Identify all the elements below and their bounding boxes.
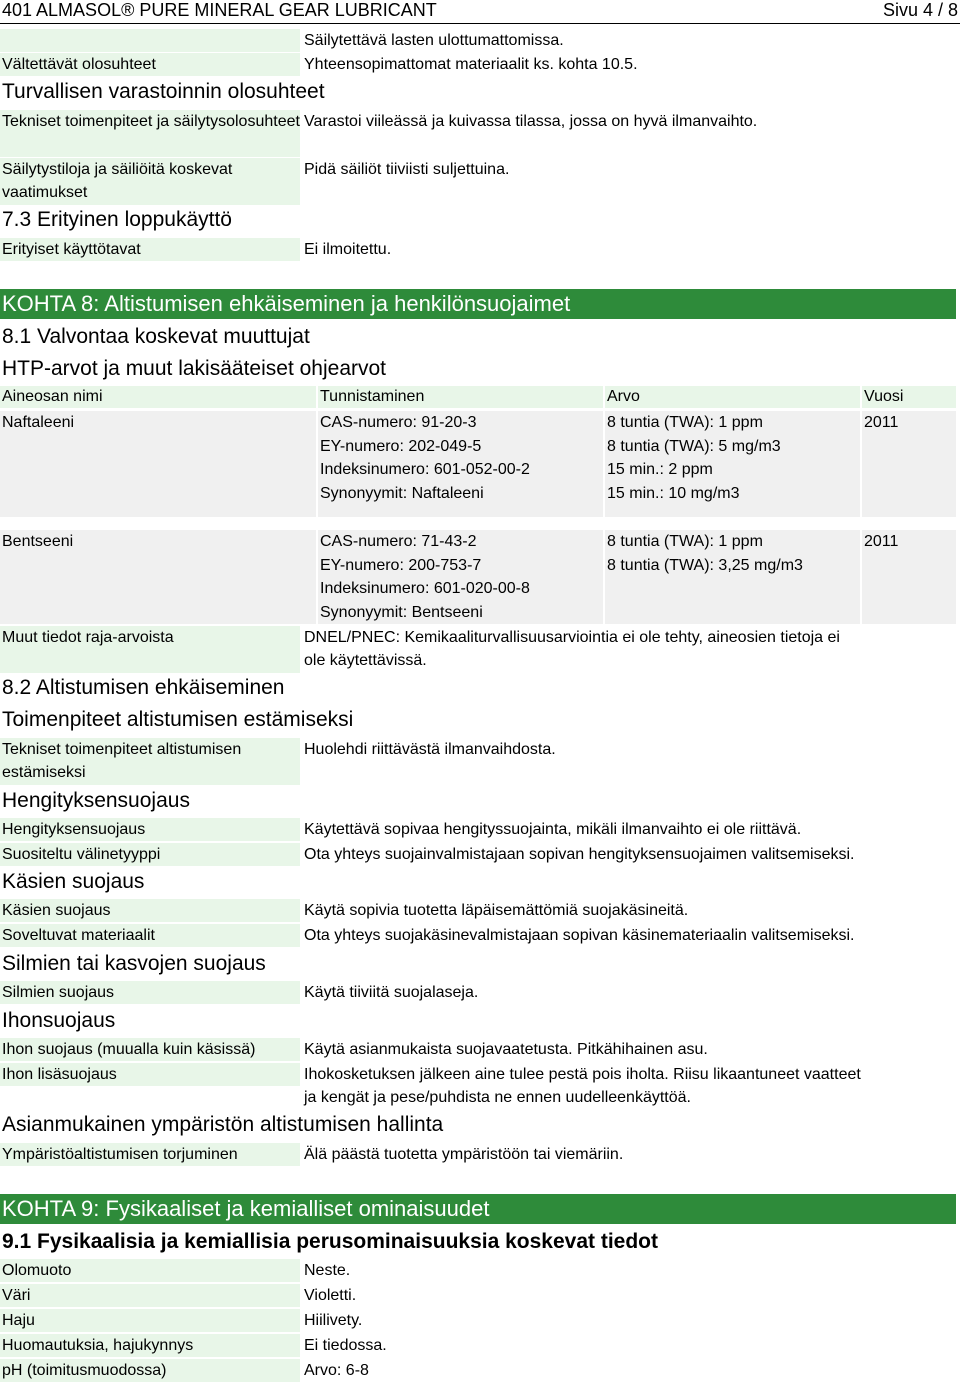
section-9-banner: KOHTA 9: Fysikaaliset ja kemialliset ominaisuudet: [0, 1194, 956, 1224]
page-number: Sivu 4 / 8: [882, 0, 958, 20]
table-cell-ident: EY-numero: 202-049-5: [320, 437, 482, 455]
skin-label: Ihon suojaus (muualla kuin käsissä): [0, 1038, 300, 1061]
other-limits-value-2: ole käytettävissä.: [304, 652, 427, 669]
eye-heading: Silmien tai kasvojen suojaus: [2, 952, 266, 975]
property-value: Ei tiedossa.: [304, 1337, 387, 1354]
table-cell-ident: Indeksinumero: 601-052-00-2: [320, 461, 530, 478]
environment-label: Ympäristöaltistumisen torjuminen: [0, 1143, 300, 1166]
respiratory-type-value: Ota yhteys suojainvalmistajaan sopivan hengityksensuojaimen valitsemiseksi.: [304, 846, 855, 863]
property-label: Haju: [0, 1309, 300, 1332]
children-value: Säilytettävä lasten ulottumattomissa.: [304, 32, 564, 49]
property-label: Olomuoto: [0, 1259, 300, 1282]
table-cell-value: 8 tuntia (TWA): 1 ppm: [607, 533, 763, 550]
hand-label: Käsien suojaus: [0, 899, 300, 922]
storage-heading: Turvallisen varastoinnin olosuhteet: [2, 80, 325, 103]
section-7-3-heading: 7.3 Erityinen loppukäyttö: [2, 208, 232, 231]
engineering-label: Tekniset toimenpiteet altistumisen estämiseksi: [0, 738, 300, 785]
property-value: Neste.: [304, 1262, 351, 1279]
respiratory-value: Käytettävä sopivaa hengityssuojainta, mikäli ilmanvaihto ei ole riittävä.: [304, 821, 802, 838]
property-label: pH (toimitusmuodossa): [0, 1359, 300, 1382]
packaging-label: Säilytystiloja ja säiliöitä koskevat vaatimukset: [0, 158, 300, 205]
table-cell-value: 8 tuntia (TWA): 1 ppm: [607, 414, 763, 431]
table-cell-ident: EY-numero: 200-753-7: [320, 556, 482, 574]
table-cell-value: 15 min.: 2 ppm: [607, 461, 713, 478]
table-cell-ident: Synonyymit: Bentseeni: [320, 603, 483, 621]
skin-additional-label: Ihon lisäsuojaus: [0, 1063, 300, 1086]
hand-value: Käytä sopivia tuotetta läpäisemättömiä suojakäsineitä.: [304, 902, 689, 919]
hand-material-label: Soveltuvat materiaalit: [0, 924, 300, 947]
table-cell-year: 2011: [864, 414, 899, 431]
other-limits-value-1: DNEL/PNEC: Kemikaaliturvallisuusarviointia ei ole tehty, aineosien tietoja ei: [304, 629, 840, 646]
property-value: Hiilivety.: [304, 1312, 363, 1329]
col-header-name: Aineosan nimi: [0, 386, 316, 408]
col-header-ident: Tunnistaminen: [318, 386, 603, 408]
table-cell-name: Bentseeni: [2, 533, 74, 550]
respiratory-heading: Hengityksensuojaus: [2, 789, 190, 812]
table-cell-ident: Indeksinumero: 601-020-00-8: [320, 580, 530, 597]
col-header-value: Arvo: [605, 386, 860, 408]
eye-value: Käytä tiiviitä suojalaseja.: [304, 984, 479, 1001]
property-label: Väri: [0, 1284, 300, 1307]
table-cell-ident: Synonyymit: Naftaleeni: [320, 484, 484, 502]
skin-heading: Ihonsuojaus: [2, 1009, 116, 1032]
skin-additional-value-2: ja kengät ja pese/puhdista ne ennen uudelleenkäyttöä.: [304, 1089, 691, 1106]
other-limits-label: Muut tiedot raja-arvoista: [0, 626, 300, 673]
table-cell-ident: CAS-numero: 71-43-2: [320, 533, 477, 550]
table-cell-year: 2011: [864, 533, 899, 550]
table-cell-value: 15 min.: 10 mg/m3: [607, 484, 740, 502]
skin-value: Käytä asianmukaista suojavaatetusta. Pitkähihainen asu.: [304, 1041, 708, 1058]
table-cell-name: Naftaleeni: [2, 414, 75, 431]
document-title: 401 ALMASOL® PURE MINERAL GEAR LUBRICANT: [2, 0, 437, 20]
property-value: Violetti.: [304, 1287, 357, 1304]
hand-heading: Käsien suojaus: [2, 870, 145, 893]
respiratory-type-label: Suositeltu välinetyyppi: [0, 843, 300, 866]
respiratory-label: Hengityksensuojaus: [0, 818, 300, 841]
skin-additional-value-1: Ihokosketuksen jälkeen aine tulee pestä pois iholta. Riisu likaantuneet vaatteet: [304, 1066, 861, 1083]
hand-material-value: Ota yhteys suojakäsinevalmistajaan sopivan käsinemateriaalin valitsemiseksi.: [304, 927, 855, 944]
col-header-year: Vuosi: [862, 386, 956, 408]
packaging-value: Pidä säiliöt tiiviisti suljettuina.: [304, 161, 510, 178]
label-blank: [0, 29, 300, 52]
environment-value: Älä päästä tuotetta ympäristöön tai viemäriin.: [304, 1146, 624, 1163]
table-cell-value: 8 tuntia (TWA): 5 mg/m3: [607, 437, 781, 455]
property-value: Arvo: 6-8: [304, 1362, 369, 1379]
avoid-value: Yhteensopimattomat materiaalit ks. kohta 10.5.: [304, 56, 638, 73]
page-header: [0, 0, 960, 24]
table-cell-value: 8 tuntia (TWA): 3,25 mg/m3: [607, 556, 803, 574]
htp-heading: HTP-arvot ja muut lakisääteiset ohjearvot: [2, 357, 386, 380]
tech-storage-label: Tekniset toimenpiteet ja säilytysolosuhteet: [0, 110, 300, 157]
section-8-1-heading: 8.1 Valvontaa koskevat muuttujat: [2, 325, 310, 348]
property-label: Huomautuksia, hajukynnys: [0, 1334, 300, 1357]
section-8-2-heading: 8.2 Altistumisen ehkäiseminen: [2, 676, 285, 699]
section-8-banner: KOHTA 8: Altistumisen ehkäiseminen ja henkilönsuojaimet: [0, 289, 956, 319]
engineering-value: Huolehdi riittävästä ilmanvaihdosta.: [304, 741, 556, 758]
special-use-label: Erityiset käyttötavat: [0, 238, 300, 261]
environment-heading: Asianmukainen ympäristön altistumisen hallinta: [2, 1113, 444, 1136]
eye-label: Silmien suojaus: [0, 981, 300, 1004]
measures-heading: Toimenpiteet altistumisen estämiseksi: [2, 708, 354, 731]
special-use-value: Ei ilmoitettu.: [304, 241, 392, 258]
tech-storage-value: Varastoi viileässä ja kuivassa tilassa, jossa on hyvä ilmanvaihto.: [304, 113, 758, 130]
table-cell-ident: CAS-numero: 91-20-3: [320, 414, 477, 431]
avoid-label: Vältettävät olosuhteet: [0, 53, 300, 76]
section-9-1-heading: 9.1 Fysikaalisia ja kemiallisia perusominaisuuksia koskevat tiedot: [2, 1230, 658, 1253]
